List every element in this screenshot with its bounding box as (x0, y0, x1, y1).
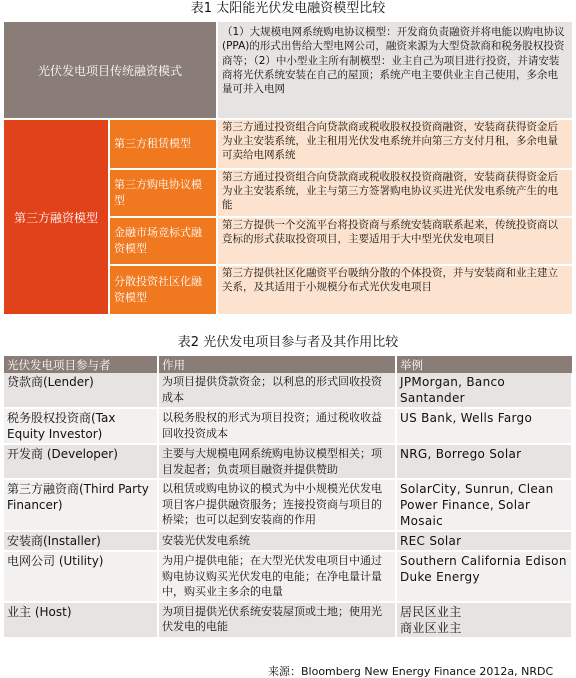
example-cell: Southern California Edison Duke Energy (396, 551, 572, 602)
traditional-model-text: （1）大规模电网系统购电协议模型：开发商负责融资并将电能以购电协议(PPA)的形式出售给大型电网公司，融资来源为大型贷款商和税务股权投资商等；（2）中小型业主所有制模型：业主自己为项目进行投资，并请安装商将光伏系统安装在自己的屋顶；系统产电主要供业主自己使用，多余电量可并入电网 (218, 22, 572, 118)
example-cell: US Bank, Wells Fargo (396, 408, 572, 444)
example-cell: NRG, Borrego Solar (396, 444, 572, 479)
participant-cell: 业主 (Host) (4, 602, 158, 638)
participant-cell: 安装商(Installer) (4, 531, 158, 551)
third-party-row-text: 第三方通过投资组合向贷款商或税收股权投资商融资，安装商获得资金后为业主安装系统，业主与第三方签署购电协议买进光伏发电系统产生的电能 (218, 170, 572, 216)
third-party-row-text: 第三方提供社区化融资平台吸纳分散的个体投资，并与安装商和业主建立关系，及其适用于小规模分布式光伏发电项目 (218, 266, 572, 314)
table1-caption: 表1 太阳能光伏发电融资模型比较 (190, 1, 386, 16)
third-party-row-name: 第三方租赁模型 (110, 120, 216, 168)
role-cell: 主要与大规模电网系统购电协议模型相关；项目发起者；负责项目融资并提供赞助 (158, 444, 396, 479)
third-party-row-text: 第三方通过投资组合向贷款商或税收股权投资商融资，安装商获得资金后为业主安装系统，业主租用光伏发电系统并向第三方支付月租，多余电量可卖给电网系统 (218, 120, 572, 168)
participant-cell: 税务股权投资商(Tax Equity Investor) (4, 408, 158, 444)
traditional-model-label: 光伏发电项目传统融资模式 (4, 22, 216, 118)
table2-caption: 表2 光伏发电项目参与者及其作用比较 (177, 335, 399, 350)
role-cell: 为项目提供光伏系统安装屋顶或土地；使用光伏发电的电能 (158, 602, 396, 638)
participants-table (4, 356, 573, 639)
participant-cell: 电网公司 (Utility) (4, 551, 158, 602)
third-party-row-text: 第三方提供一个交流平台将投资商与系统安装商联系起来，传统投资商以竞标的形式获取投资项目，主要适用于大中型光伏发电项目 (218, 218, 572, 264)
column-header: 举例 (396, 356, 572, 373)
table-header-row (4, 356, 572, 373)
example-cell: JPMorgan, Banco Santander (396, 373, 572, 408)
table-row (4, 408, 572, 444)
participant-cell: 开发商 (Developer) (4, 444, 158, 479)
role-cell: 安装光伏发电系统 (158, 531, 396, 551)
column-header: 作用 (158, 356, 396, 373)
example-cell: REC Solar (396, 531, 572, 551)
table-row (4, 602, 572, 638)
third-party-row-name: 第三方购电协议模型 (110, 170, 216, 216)
third-party-row-name: 分散投资社区化融资模型 (110, 266, 216, 314)
participant-cell: 第三方融资商(Third Party Financer) (4, 479, 158, 531)
table-row (4, 479, 572, 531)
table-row (4, 551, 572, 602)
table-row (4, 444, 572, 479)
example-cell: 居民区业主 商业区业主 (396, 602, 572, 638)
role-cell: 为项目提供贷款资金；以利息的形式回收投资成本 (158, 373, 396, 408)
role-cell: 以租赁或购电协议的模式为中小规模光伏发电项目客户提供融资服务；连接投资商与项目的桥梁；也可以起到安装商的作用 (158, 479, 396, 531)
participant-cell: 贷款商(Lender) (4, 373, 158, 408)
table-row (4, 373, 572, 408)
source-note: 来源：Bloomberg New Energy Finance 2012a, NRDC (268, 665, 554, 678)
financing-model-table (4, 22, 572, 314)
role-cell: 以税务股权的形式为项目投资；通过税收收益回收投资成本 (158, 408, 396, 444)
example-cell: SolarCity, Sunrun, Clean Power Finance, Solar Mosaic (396, 479, 572, 531)
third-party-model-label: 第三方融资模型 (4, 120, 108, 314)
table-row (4, 531, 572, 551)
third-party-row-name: 金融市场竞标式融资模型 (110, 218, 216, 264)
column-header: 光伏发电项目参与者 (4, 356, 158, 373)
role-cell: 为用户提供电能；在大型光伏发电项目中通过购电协议购买光伏发电的电能；在净电量计量中，购买业主多余的电量 (158, 551, 396, 602)
